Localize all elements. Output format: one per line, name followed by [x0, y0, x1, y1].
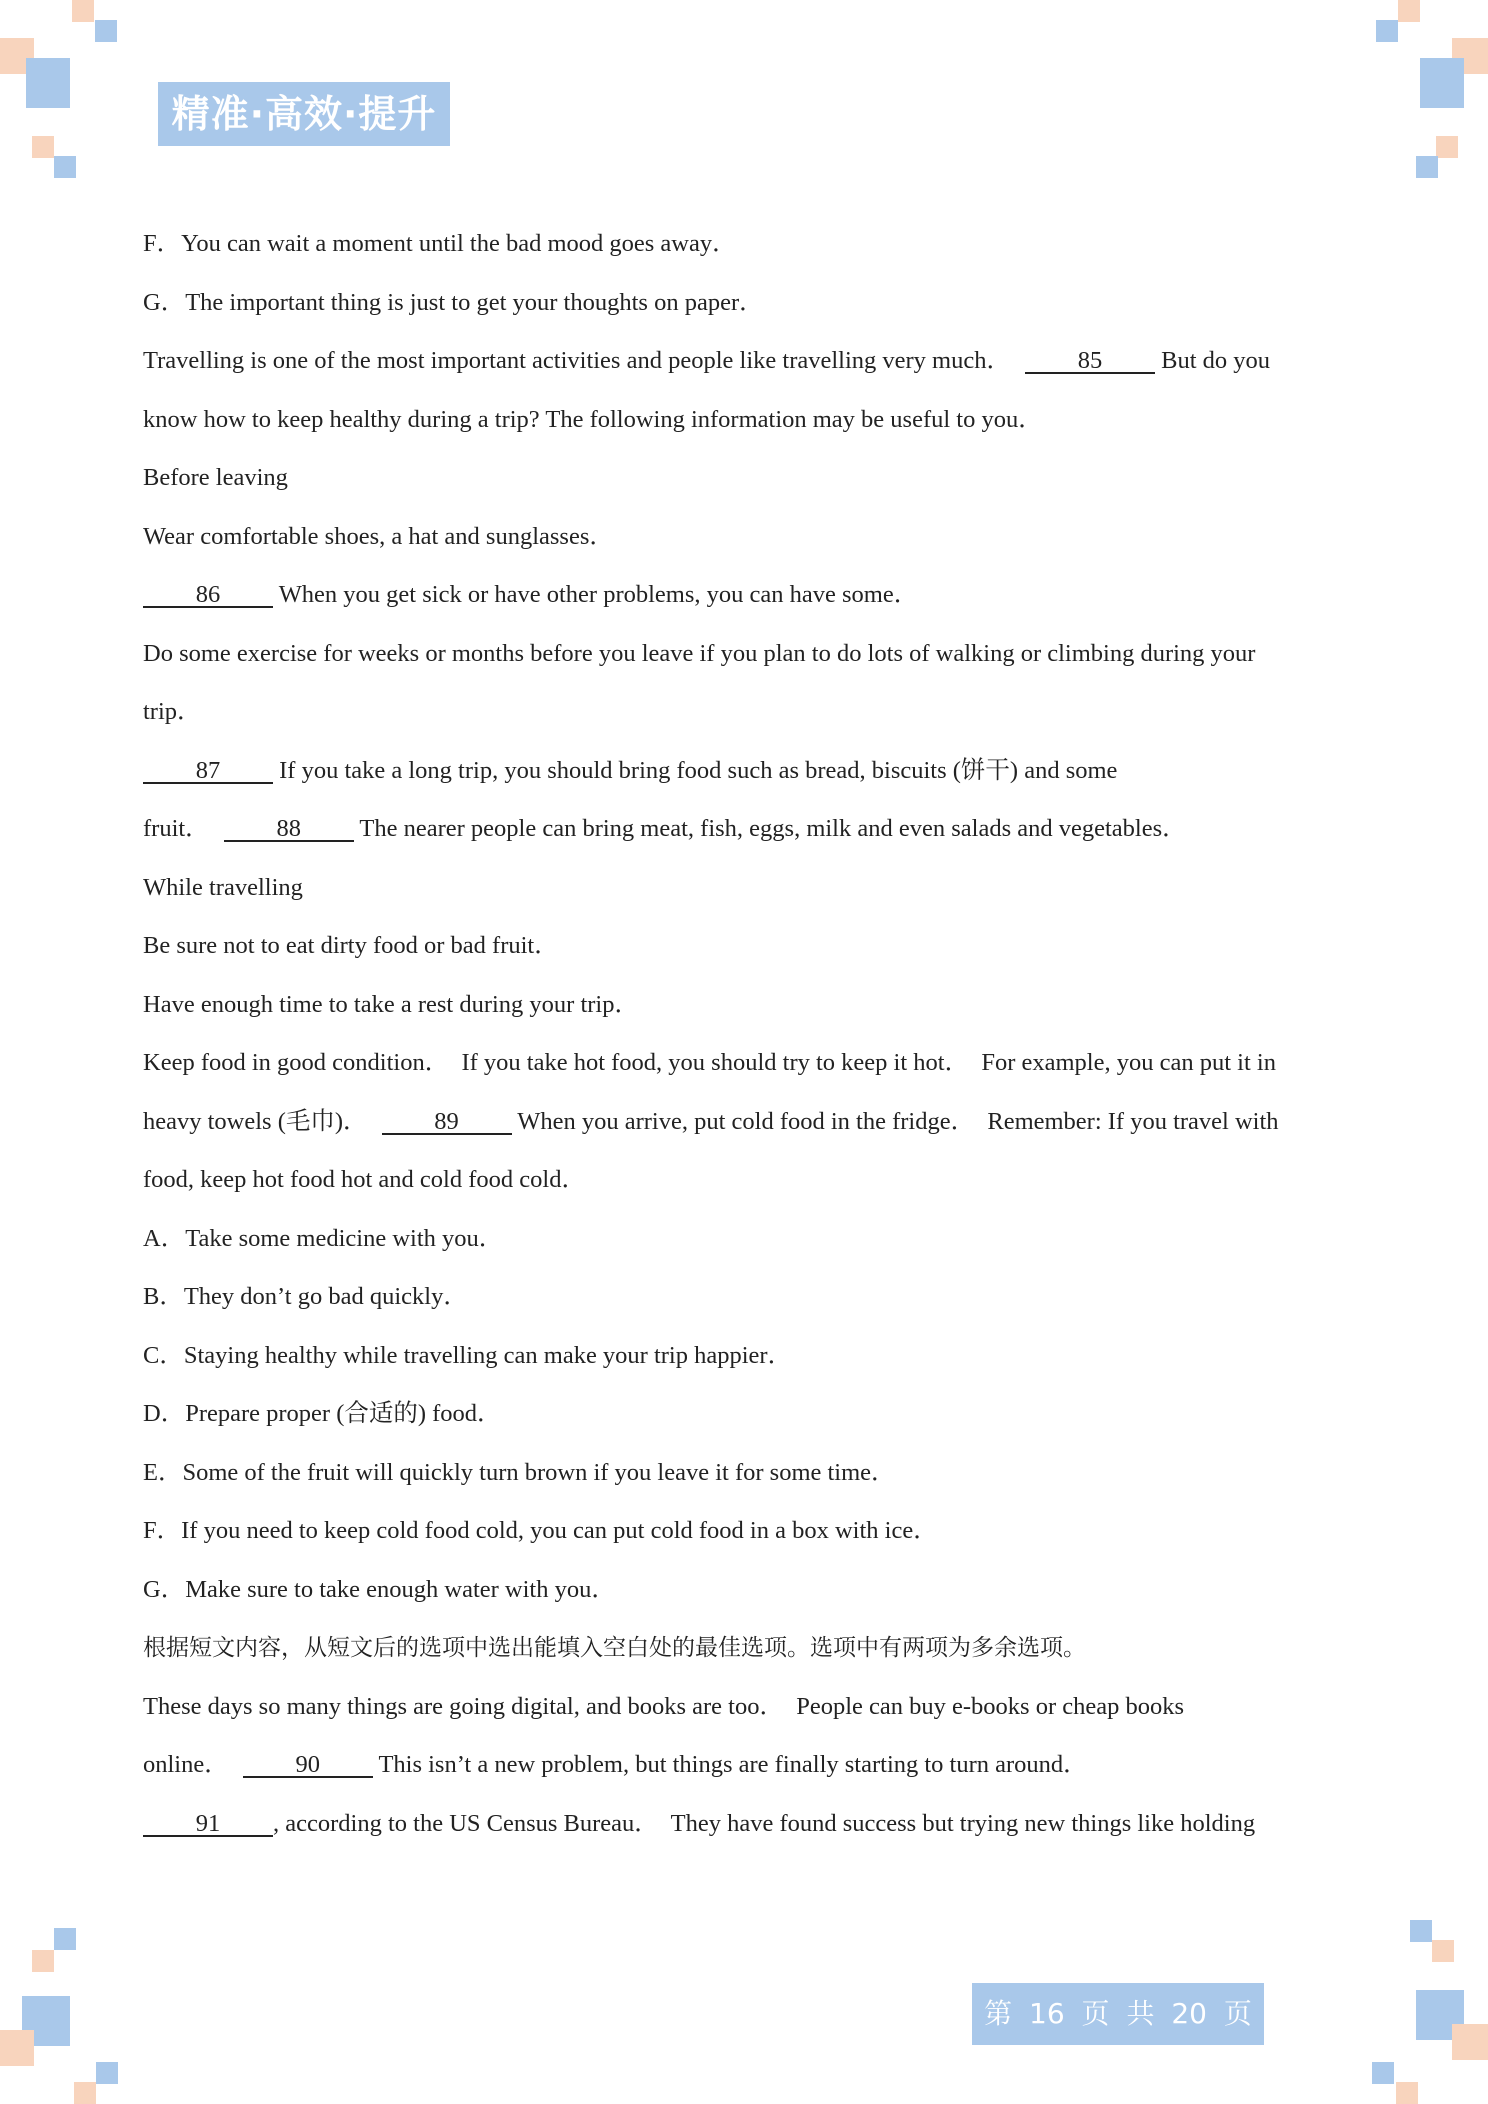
section-heading: Before leaving — [143, 464, 288, 491]
blank-86: 86 — [143, 584, 273, 608]
blank-90: 90 — [243, 1754, 373, 1778]
blank-87: 87 — [143, 760, 273, 784]
blank-85: 85 — [1025, 350, 1155, 374]
text-line — [143, 1100, 1353, 1159]
text-line: Do some exercise for weeks or months before you leave if you plan to do lots of walking or climbing during your — [143, 639, 1256, 667]
option-b: B．They don’t go bad quickly． — [143, 1283, 468, 1310]
header-banner: 精准·高效·提升 — [158, 82, 450, 146]
text-line — [143, 749, 1353, 808]
text-line — [143, 807, 1353, 866]
blank-88: 88 — [224, 818, 354, 842]
option-c: C．Staying healthy while travelling can make your trip happier． — [143, 1341, 793, 1369]
page-number-footer: 第 16 页 共 20 页 — [972, 1983, 1264, 2045]
option-a: A．Take some medicine with you． — [143, 1224, 504, 1252]
text-line: food, keep hot food hot and cold food cold． — [143, 1166, 586, 1193]
text-line — [143, 339, 1353, 398]
text-segment: heavy towels (毛巾)． — [143, 1107, 368, 1135]
text-segment: , according to the US Census Bureau． They have found success but trying new things like holding — [273, 1809, 1256, 1837]
option-f: F．If you need to keep cold food cold, you can put cold food in a box with ice． — [143, 1517, 938, 1544]
text-line: These days so many things are going digital, and books are too． People can buy e-books or cheap books — [143, 1692, 1185, 1720]
text-line: Have enough time to take a rest during your trip． — [143, 990, 639, 1018]
text-line: know how to keep healthy during a trip? The following information may be useful to you． — [143, 405, 1043, 433]
document-body — [143, 222, 1353, 1860]
text-line: trip． — [143, 698, 202, 725]
text-segment: This isn’t a new problem, but things are finally starting to turn around． — [378, 1751, 1088, 1778]
text-line — [143, 1802, 1353, 1861]
text-segment: fruit． — [143, 815, 210, 842]
option-d: D．Prepare proper (合适的) food． — [143, 1400, 502, 1427]
text-segment: If you take a long trip, you should bring food such as bread, biscuits (饼干) and some — [279, 756, 1118, 784]
blank-91: 91 — [143, 1813, 273, 1837]
text-line — [143, 1743, 1353, 1802]
text-segment: When you arrive, put cold food in the fridge． Remember: If you travel with — [517, 1107, 1279, 1135]
text-segment: The nearer people can bring meat, fish, eggs, milk and even salads and vegetables． — [359, 815, 1187, 842]
section-heading: While travelling — [143, 873, 303, 901]
text-segment: online． — [143, 1751, 229, 1778]
blank-89: 89 — [382, 1111, 512, 1135]
text-line — [143, 573, 1353, 632]
option-g: G．Make sure to take enough water with you． — [143, 1575, 616, 1603]
text-segment: When you get sick or have other problems, you can have some． — [278, 581, 919, 608]
text-segment: But do you — [1161, 347, 1271, 374]
text-line: Wear comfortable shoes, a hat and sunglasses． — [143, 522, 614, 550]
text-segment: Travelling is one of the most important activities and people like travelling very much． — [143, 347, 1011, 374]
instruction-line: 根据短文内容，从短文后的选项中选出能填入空白处的最佳选项。选项中有两项为多余选项。 — [143, 1635, 1086, 1661]
text-line: Keep food in good condition． If you take hot food, you should try to keep it hot． For example, you can put it in — [143, 1049, 1276, 1076]
text-line: Be sure not to eat dirty food or bad fruit． — [143, 932, 559, 959]
text-line: F．You can wait a moment until the bad mood goes away． — [143, 230, 737, 257]
text-line: G．The important thing is just to get your thoughts on paper． — [143, 288, 764, 316]
option-e: E．Some of the fruit will quickly turn brown if you leave it for some time． — [143, 1458, 896, 1486]
